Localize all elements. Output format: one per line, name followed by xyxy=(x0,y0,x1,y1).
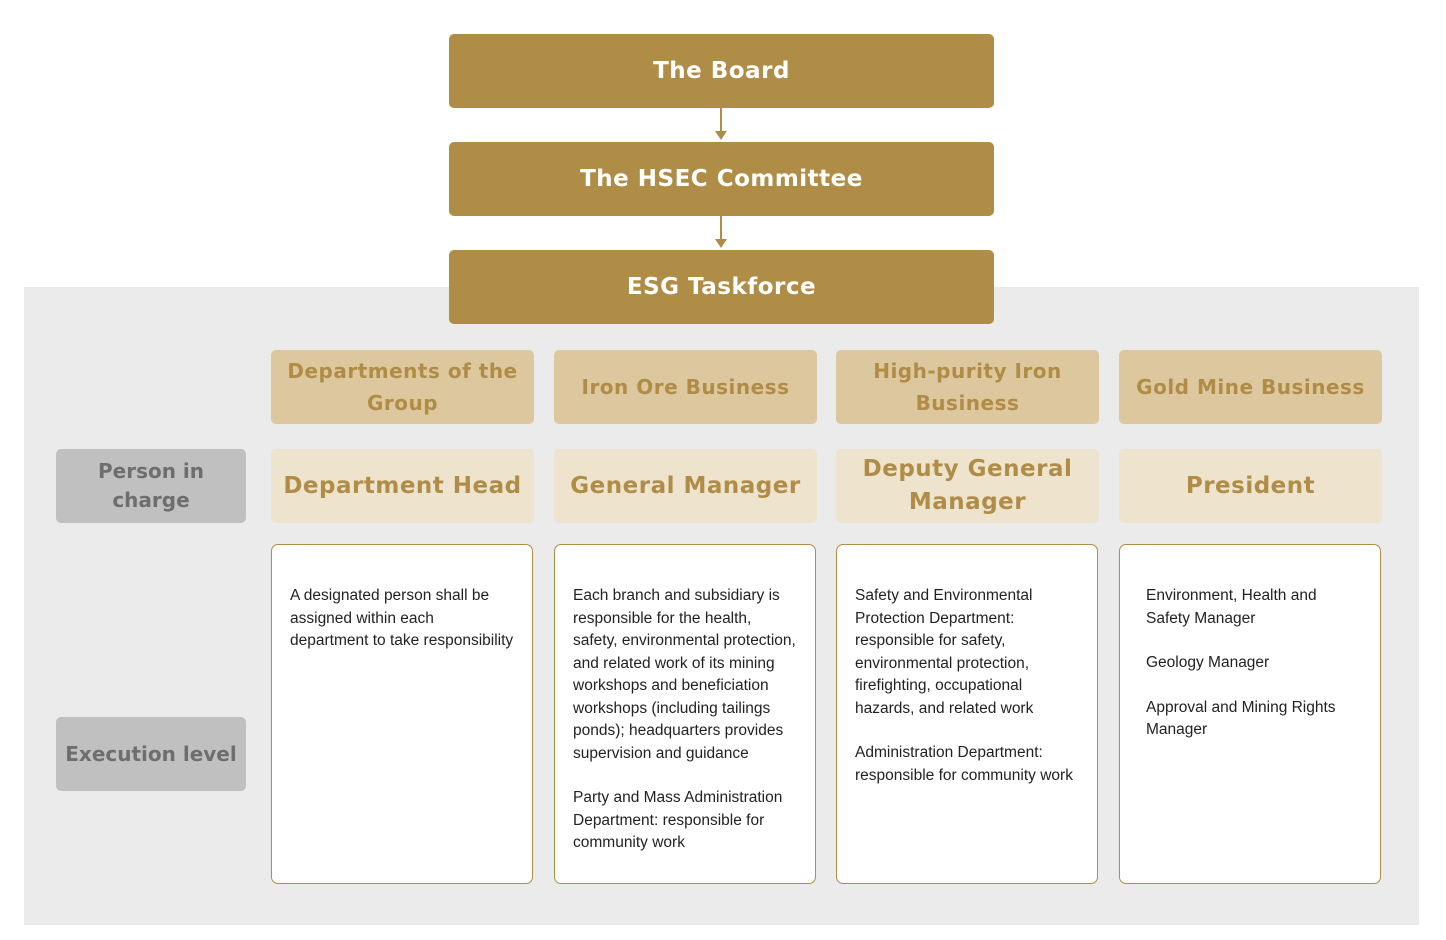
hsec-committee-box: The HSEC Committee xyxy=(449,142,994,216)
execution-item: Each branch and subsidiary is responsible for the health, safety, environmental protection, and related work of its mining workshops and beneficiation workshops (including tailings ponds); headquarters provides supervision and guidance xyxy=(573,587,796,762)
row-label-execution-level: Execution level xyxy=(56,717,246,791)
execution-item: A designated person shall be assigned within each department to take responsibility xyxy=(290,587,514,649)
committee-to-taskforce-arrowhead xyxy=(715,239,727,248)
column-header-departments: Departments of the Group xyxy=(271,350,534,424)
column-header-gold-mine: Gold Mine Business xyxy=(1119,350,1382,424)
execution-box-departments xyxy=(271,544,533,884)
column-header-high-purity-iron: High-purity Iron Business xyxy=(836,350,1099,424)
execution-item: Environment, Health and Safety Manager xyxy=(1146,587,1317,627)
committee-to-taskforce-connector xyxy=(720,216,722,240)
execution-box-iron-ore xyxy=(554,544,816,884)
execution-item: Geology Manager xyxy=(1146,654,1270,671)
execution-box-gold-mine xyxy=(1119,544,1381,884)
execution-item: Safety and Environmental Protection Department: responsible for safety, environmental protection, firefighting, occupational hazards, and related work xyxy=(855,587,1034,717)
board-to-committee-arrowhead xyxy=(715,131,727,140)
person-in-charge-departments: Department Head xyxy=(271,449,534,523)
execution-item: Administration Department: responsible for community work xyxy=(855,744,1073,784)
esg-taskforce-box: ESG Taskforce xyxy=(449,250,994,324)
person-in-charge-gold-mine: President xyxy=(1119,449,1382,523)
execution-box-high-purity-iron xyxy=(836,544,1098,884)
board-to-committee-connector xyxy=(720,108,722,132)
column-header-iron-ore: Iron Ore Business xyxy=(554,350,817,424)
execution-item: Party and Mass Administration Department: responsible for community work xyxy=(573,789,783,851)
row-label-person-in-charge: Person in charge xyxy=(56,449,246,523)
board-box: The Board xyxy=(449,34,994,108)
person-in-charge-iron-ore: General Manager xyxy=(554,449,817,523)
execution-item: Approval and Mining Rights Manager xyxy=(1146,698,1336,738)
person-in-charge-high-purity-iron: Deputy General Manager xyxy=(836,449,1099,523)
